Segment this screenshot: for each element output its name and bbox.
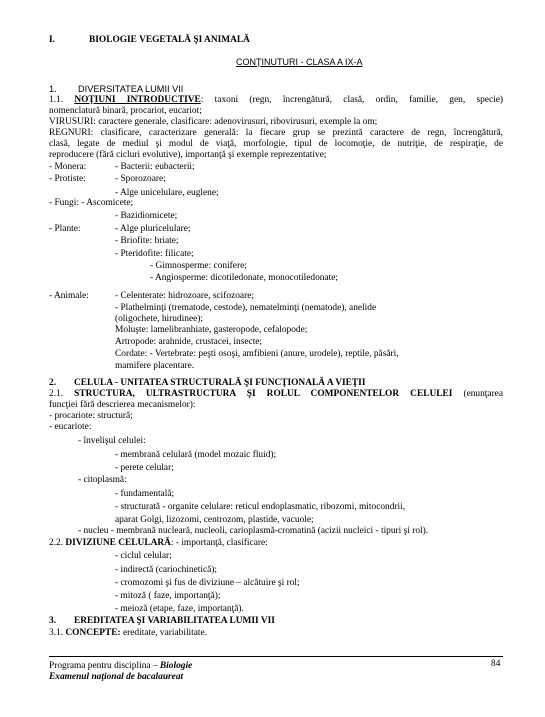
paragraph-3-1-title: CONCEPTE:	[65, 628, 121, 638]
section-3-number: 3.	[49, 616, 57, 626]
section-2-title: CELULA - UNITATEA STRUCTURALĂ ŞI FUNCŢIONALĂ A VIEŢII	[74, 378, 366, 388]
paragraph-1-1	[49, 95, 503, 106]
eucariote-line: - eucariote:	[49, 422, 92, 432]
chapter-number: I.	[49, 35, 55, 45]
paragraph-3-1-number: 3.1.	[49, 628, 64, 638]
invelis-line: - învelişul celulei:	[78, 436, 146, 446]
plante-line-2: - Briofite: briate;	[115, 236, 179, 246]
paragraph-1-1-text: : taxoni (regn, încrengătură, clasă, ordin, familie, gen, specie)	[200, 95, 504, 105]
structurata-line-2: aparat Golgi, lizozomi, centrozom, plastide, vacuole;	[115, 515, 314, 525]
paragraph-3-1-text: ereditate, variabilitate.	[120, 628, 208, 638]
animale-line-5: Artropode: arahnide, crustacei, insecte;	[115, 337, 263, 347]
division-line-2: - indirectă (cariochinetică);	[115, 565, 218, 575]
protiste-line-1: - Sporozoare;	[115, 174, 166, 184]
section-2-number: 2.	[49, 378, 57, 388]
paragraph-2-1	[49, 389, 503, 400]
division-line-4: - mitoză ( faze, importanţă);	[115, 591, 221, 601]
paragraph-2-2-number: 2.2.	[49, 538, 64, 548]
animale-line-4: Moluşte: lamelibranhiate, gasteropode, cefalopode;	[115, 325, 308, 335]
paragraph-2-1-note: (enunţarea	[463, 389, 504, 399]
plante-line-3: - Pteridofite: filicate;	[115, 249, 194, 259]
regnuri-line-3: reproducere (fără cicluri evolutive), importanţă şi exemple reprezentative;	[49, 150, 327, 160]
paragraph-1-1-cont: nomenclatură binară, procariot, eucariot;	[49, 106, 202, 116]
plante-sub-2: - Angiosperme: dicotiledonate, monocotiledonate;	[150, 273, 338, 283]
footer-program-prefix: Programa pentru disciplina –	[49, 661, 160, 671]
procariote-line: - procariote: structură;	[49, 411, 133, 421]
animale-line-6: Cordate: - Vertebrate: peşti osoşi, amfibieni (anure, urodele), reptile, păsări,	[115, 349, 399, 359]
paragraph-2-1-number: 2.1.	[49, 389, 64, 399]
membrana-line: - membrană celulară (model mozaic fluid);	[115, 450, 277, 460]
paragraph-2-2-text: : - importanţă, clasificare:	[170, 538, 268, 548]
chapter-title: BIOLOGIE VEGETALĂ ŞI ANIMALĂ	[89, 35, 250, 45]
division-line-5: - meioză (etape, faze, importanţă).	[115, 604, 244, 614]
section-1-number: 1.	[49, 84, 57, 94]
plante-line-1: - Alge pluricelulare;	[115, 224, 191, 234]
paragraph-2-1-title: STRUCTURA, ULTRASTRUCTURA ŞI ROLUL COMPONENTELOR CELULEI	[74, 389, 453, 399]
structurata-line: - structurată - organite celulare: reticul endoplasmatic, ribozomi, mitocondrii,	[115, 502, 406, 512]
page-number: 84	[491, 659, 501, 669]
monera-label: - Monera:	[49, 162, 87, 172]
division-line-3: - cromozomi şi fus de diviziune – alcătuire şi rol;	[115, 578, 300, 588]
plante-sub-1: - Gimnosperme: conifere;	[150, 261, 247, 271]
plante-label: - Plante:	[49, 224, 81, 234]
regnuri-line-2: clasă, legate de mediul şi modul de viaţă, morfologie, tipul de locomoţie, de nutriţie, de respiraţie, de	[49, 139, 503, 149]
fungi-line-1: - Bazidiomicete;	[115, 211, 178, 221]
content-subtitle: CONŢINUTURI - CLASA A IX-A	[236, 57, 363, 67]
footer-exam: Examenul naţional de bacalaureat	[49, 672, 184, 682]
fundamentala-line: - fundamentală;	[115, 489, 175, 499]
animale-line-7: mamifere placentare.	[115, 361, 195, 371]
animale-line-3: (oligochete, hirudinee);	[115, 314, 203, 324]
animale-line-2: - Plathelminţi (trematode, cestode), nematelminţi (nematode), anelide	[115, 303, 377, 313]
protiste-line-2: - Alge unicelulare, euglene;	[115, 188, 219, 198]
footer-program	[49, 661, 192, 672]
perete-line: - perete celular;	[115, 463, 174, 473]
section-1-title: DIVERSITATEA LUMII VII	[78, 84, 184, 94]
virusuri-line: VIRUSURI: caractere generale, clasificare: adenovirusuri, ribovirusuri, exemple la om;	[49, 117, 378, 127]
protiste-label: - Protiste:	[49, 174, 86, 184]
paragraph-3-1	[49, 628, 207, 639]
monera-text: - Bacterii: eubacterii;	[115, 162, 195, 172]
paragraph-2-2	[49, 538, 268, 549]
paragraph-1-1-number: 1.1.	[49, 95, 64, 105]
regnuri-line-1: REGNURI: clasificare, caracterizare generală: la fiecare grup se prezintă caractere de regn, încrengătură,	[49, 128, 503, 138]
paragraph-2-1-cont: funcţiei fără descrierea mecanismelor):	[49, 400, 196, 410]
footer-subject: Biologie	[159, 661, 193, 671]
animale-label: - Animale:	[49, 291, 89, 301]
section-3-title: EREDITATEA ŞI VARIABILITATEA LUMII VII	[74, 616, 275, 626]
footer-divider	[49, 656, 503, 657]
fungi-label: - Fungi: - Ascomicete;	[49, 198, 134, 208]
paragraph-2-2-title: DIVIZIUNE CELULARĂ	[65, 538, 171, 548]
nucleu-line: - nucleu - membrană nucleară, nucleoli, carioplasmă-cromatină (acizii nucleici - tipuri şi rol).	[78, 526, 429, 536]
division-line-1: - ciclul celular;	[115, 551, 172, 561]
animale-line-1: - Celenterate: hidrozoare, scifozoare;	[115, 291, 254, 301]
citoplasma-line: - citoplasmă:	[78, 475, 127, 485]
paragraph-1-1-lead: NOŢIUNI INTRODUCTIVE	[74, 95, 201, 105]
